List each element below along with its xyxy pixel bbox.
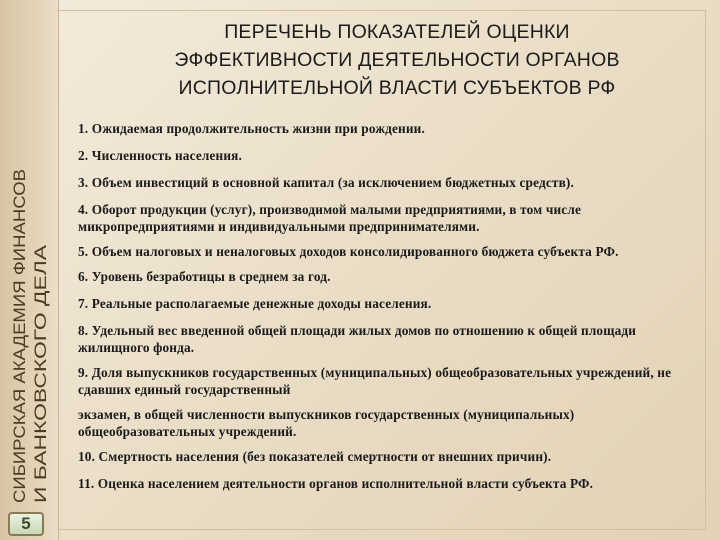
list-item: 1. Ожидаемая продолжительность жизни при рождении. <box>78 121 425 136</box>
list-item: 4. Оборот продукции (услуг), производимой малыми предприятиями, в том числе микропредприятиями и индивидуальными предпринимателями. <box>78 202 582 234</box>
academy-name-vertical <box>6 165 56 505</box>
indicator-list <box>78 120 694 500</box>
title-line-2: ЭФФЕКТИВНОСТИ ДЕЯТЕЛЬНОСТИ ОРГАНОВ <box>174 49 620 71</box>
list-item: 9. Доля выпускников государственных (муниципальных) общеобразовательных учреждений, не сдавших единый государственный <box>78 365 672 397</box>
list-item: 2. Численность населения. <box>78 148 242 163</box>
sidebar <box>0 0 59 540</box>
title-line-3: ИСПОЛНИТЕЛЬНОЙ ВЛАСТИ СУБЪЕКТОВ РФ <box>178 77 616 99</box>
list-item: 5. Объем налоговых и неналоговых доходов консолидированного бюджета субъекта РФ. <box>78 244 619 259</box>
list-item: 7. Реальные располагаемые денежные доходы населения. <box>78 296 432 311</box>
list-item: 6. Уровень безработицы в среднем за год. <box>78 269 331 284</box>
slide-title <box>112 18 682 102</box>
academy-name-line2: И БАНКОВСКОГО ДЕЛА <box>32 316 50 503</box>
list-item: 3. Объем инвестиций в основной капитал (за исключением бюджетных средств). <box>78 175 574 190</box>
title-line-1: ПЕРЕЧЕНЬ ПОКАЗАТЕЛЕЙ ОЦЕНКИ <box>224 21 570 43</box>
list-item: 10. Смертность населения (без показателей смертности от внешних причин). <box>78 449 552 464</box>
academy-name-line1: СИБИРСКАЯ АКАДЕМИЯ ФИНАНСОВ <box>11 205 29 503</box>
list-item: экзамен, в общей численности выпускников государственных (муниципальных) общеобразовательных учреждений. <box>78 407 575 439</box>
page-number-badge: 5 <box>8 512 44 536</box>
list-item: 11. Оценка населением деятельности органов исполнительной власти субъекта РФ. <box>78 476 594 491</box>
list-item: 8. Удельный вес введенной общей площади жилых домов по отношению к общей площади жилищного фонда. <box>78 323 637 355</box>
